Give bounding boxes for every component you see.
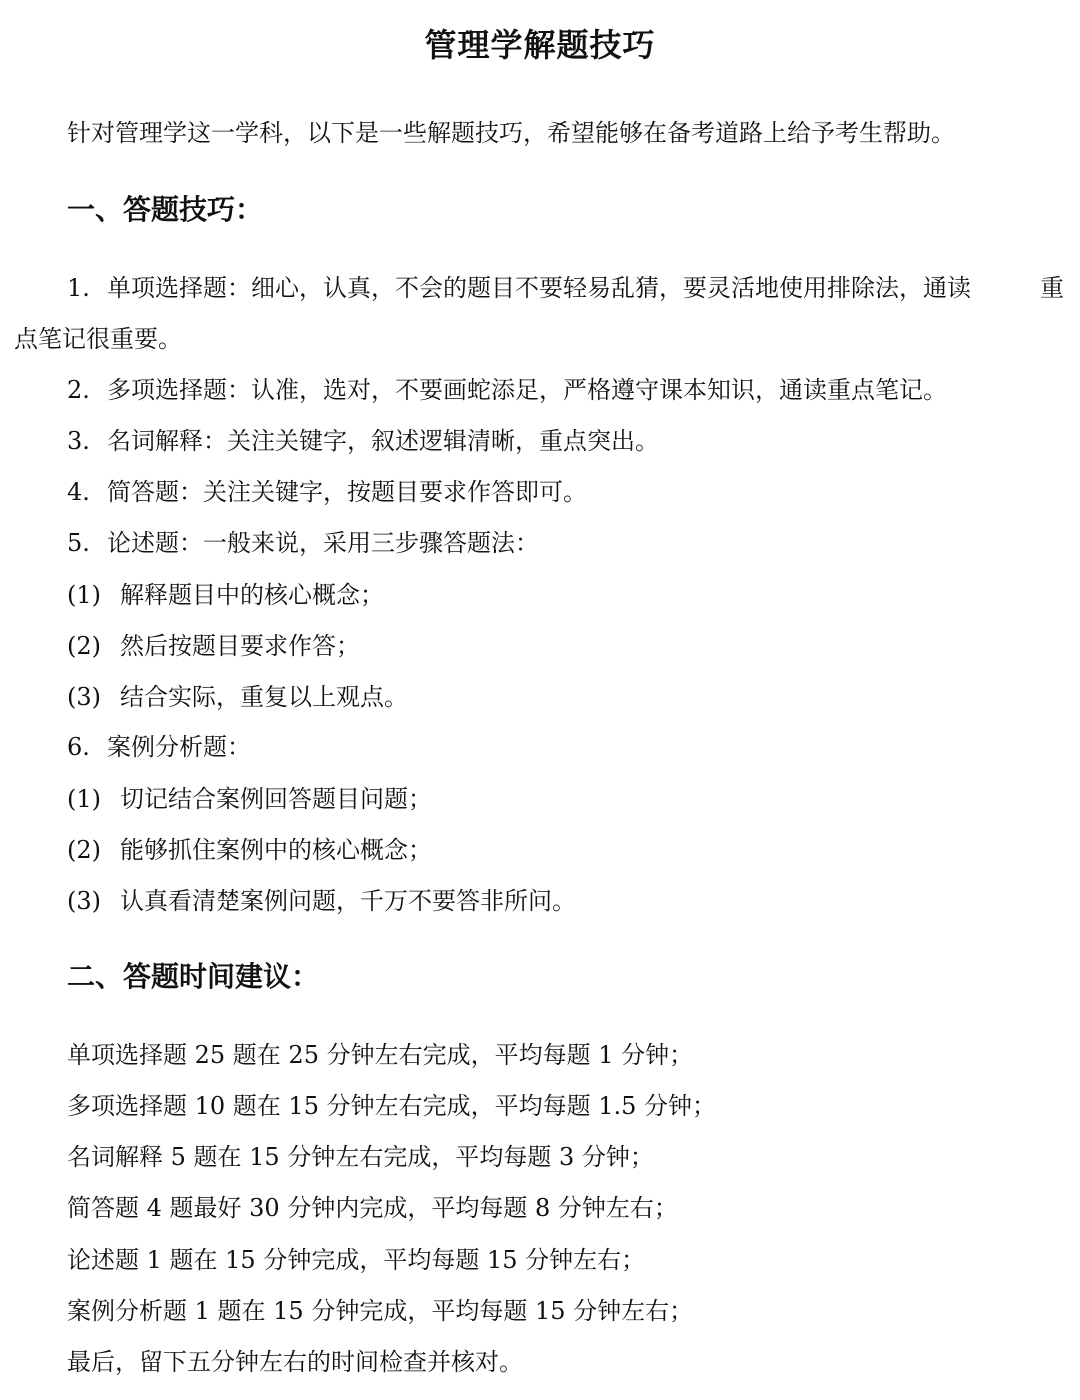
sub-item-text: 认真看清楚案例问题，千万不要答非所问。 [120,887,576,915]
time-advice-line: 单项选择题 25 题在 25 分钟左右完成，平均每题 1 分钟； [67,1041,694,1069]
list-item-essay [67,526,539,560]
sub-item-number: (3) [67,683,101,711]
sub-item-text: 解释题目中的核心概念； [120,581,384,609]
time-advice-line: 名词解释 5 题在 15 分钟左右完成，平均每题 3 分钟； [67,1143,654,1171]
list-item-text: 案例分析题： [107,733,251,761]
sub-item-case-3 [67,884,576,918]
list-item-single-choice [67,271,971,305]
list-item-single-choice-line-end: 重 [1040,274,1064,302]
intro-paragraph: 针对管理学这一学科，以下是一些解题技巧，希望能够在备考道路上给予考生帮助。 [67,119,955,147]
sub-item-essay-3 [67,680,408,714]
list-item-short-answer [67,475,587,509]
sub-item-number: (1) [67,581,101,609]
list-item-text: 名词解释：关注关键字，叙述逻辑清晰，重点突出。 [107,427,659,455]
sub-item-essay-2 [67,629,360,663]
list-item-text: 简答题：关注关键字，按题目要求作答即可。 [107,478,587,506]
list-item-text: 论述题：一般来说，采用三步骤答题法： [107,529,539,557]
sub-item-number: (2) [67,836,101,864]
page-title: 管理学解题技巧 [424,26,656,64]
time-advice-line: 论述题 1 题在 15 分钟完成，平均每题 15 分钟左右； [67,1246,646,1274]
sub-item-case-1 [67,782,432,816]
time-advice-line: 简答题 4 题最好 30 分钟内完成，平均每题 8 分钟左右； [67,1194,678,1222]
sub-item-essay-1 [67,578,384,612]
sub-item-text: 结合实际，重复以上观点。 [120,683,408,711]
sub-item-number: (2) [67,632,101,660]
list-number: 3. [67,427,90,455]
section-heading-time-advice: 二、答题时间建议： [67,960,320,993]
list-item-text: 多项选择题：认准，选对，不要画蛇添足，严格遵守课本知识，通读重点笔记。 [107,376,947,404]
time-advice-line: 多项选择题 10 题在 15 分钟左右完成，平均每题 1.5 分钟； [67,1092,717,1120]
list-number: 2. [67,376,90,404]
time-advice-line: 案例分析题 1 题在 15 分钟完成，平均每题 15 分钟左右； [67,1297,694,1325]
list-item-multi-choice [67,373,947,407]
list-number: 6. [67,733,90,761]
sub-item-number: (1) [67,785,101,813]
list-number: 4. [67,478,90,506]
list-number: 1. [67,274,90,302]
list-item-single-choice-continued: 点笔记很重要。 [14,325,182,353]
sub-item-text: 切记结合案例回答题目问题； [120,785,432,813]
list-number: 5. [67,529,90,557]
sub-item-text: 然后按题目要求作答； [120,632,360,660]
sub-item-text: 能够抓住案例中的核心概念； [120,836,432,864]
list-item-text: 单项选择题：细心，认真，不会的题目不要轻易乱猜，要灵活地使用排除法，通读 [107,274,971,302]
sub-item-case-2 [67,833,432,867]
sub-item-number: (3) [67,887,101,915]
list-item-case-analysis [67,730,251,764]
list-item-term-definition [67,424,659,458]
time-advice-line: 最后，留下五分钟左右的时间检查并核对。 [67,1348,523,1376]
section-heading-answer-tips: 一、答题技巧： [67,193,264,226]
